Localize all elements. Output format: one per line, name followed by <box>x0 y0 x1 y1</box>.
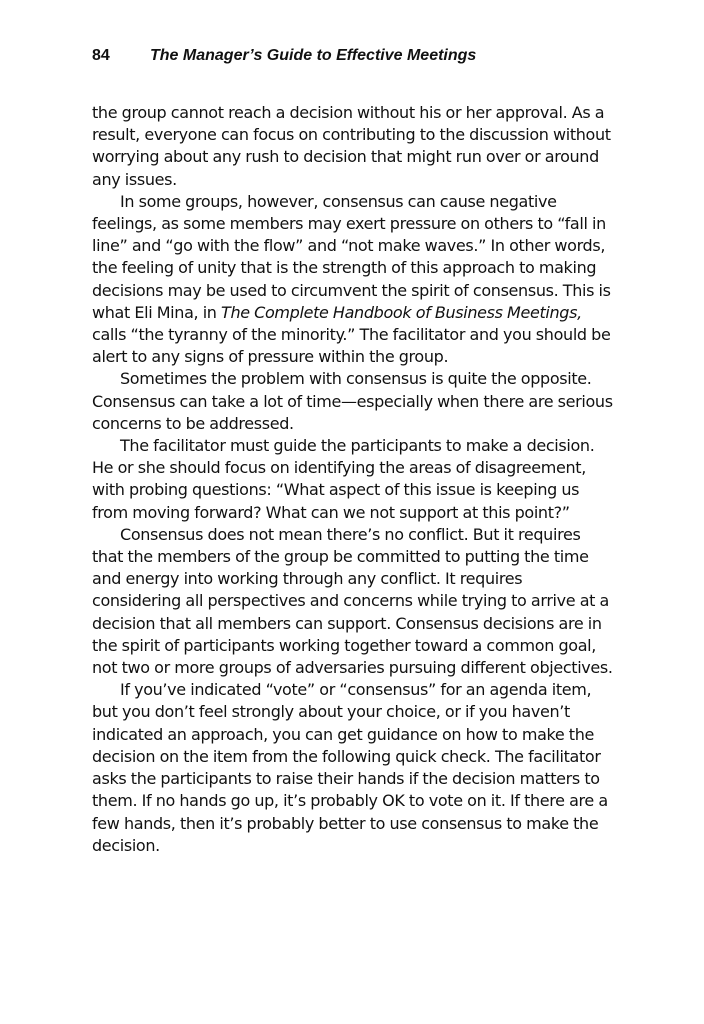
page-number: 84 <box>92 47 110 64</box>
body-text <box>92 102 614 857</box>
paragraph-2-text-after: calls “the tyranny of the minority.” The facilitator and you should be alert to any signs of pressure within the group. <box>92 325 611 367</box>
paragraph-3: Sometimes the problem with consensus is quite the opposite. Consensus can take a lot of time—especially when there are serious concerns to be addressed. <box>92 369 613 433</box>
paragraph-2 <box>92 191 614 369</box>
book-citation: The Complete Handbook of Business Meetings, <box>221 302 582 322</box>
paragraph-2-text: In some groups, however, consensus can cause negative feelings, as some members may exert pressure on others to “fall in line” and “go with the flow” and “not make waves.” In other words, the feeling of unity that is the strength of this approach to making decisions may be used to circumvent the spirit of consensus. This is what Eli Mina, in <box>92 191 611 322</box>
paragraph-4: The facilitator must guide the participants to make a decision. He or she should focus on identifying the areas of disagreement, with probing questions: “What aspect of this issue is keeping us from moving forward? What can we not support at this point?” <box>92 436 595 522</box>
running-head <box>92 44 614 68</box>
paragraph-1: the group cannot reach a decision without his or her approval. As a result, everyone can focus on contributing to the discussion without worrying about any rush to decision that might run over or around any issues. <box>92 103 611 189</box>
paragraph-5: Consensus does not mean there’s no conflict. But it requires that the members of the group be committed to putting the time and energy into working through any conflict. It requires considering all perspectives and concerns while trying to arrive at a decision that all members can support. Consensus decisions are in the spirit of participants working together toward a common goal, not two or more groups of adversaries pursuing different objectives. <box>92 524 613 678</box>
book-title: The Manager’s Guide to Effective Meetings <box>150 47 477 64</box>
book-page <box>92 44 614 857</box>
paragraph-6: If you’ve indicated “vote” or “consensus” for an agenda item, but you don’t feel strongly about your choice, or if you haven’t indicated an approach, you can get guidance on how to make the decision on the item from the following quick check. The facilitator asks the participants to raise their hands if the decision matters to them. If no hands go up, it’s probably OK to vote on it. If there are a few hands, then it’s probably better to use consensus to make the decision. <box>92 680 608 855</box>
